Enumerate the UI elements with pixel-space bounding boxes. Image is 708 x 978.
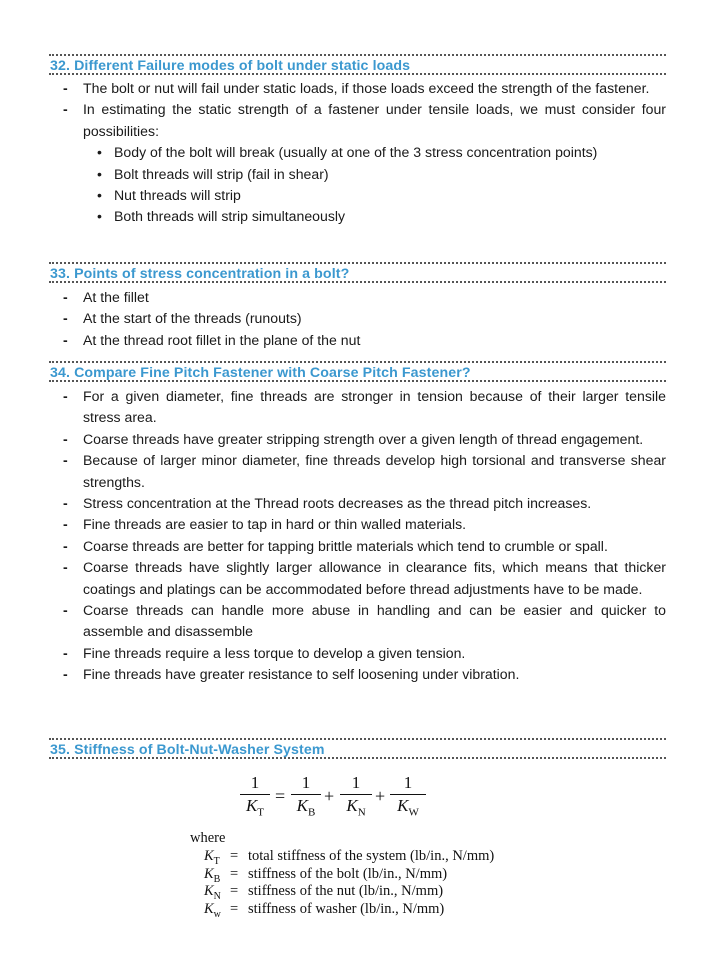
definitions-block: [190, 829, 495, 920]
section-33: [49, 262, 666, 351]
list-item: - Because of larger minor diameter, fine threads develop high torsional and transverse shear strengths.: [49, 450, 666, 493]
bullet-list: [49, 78, 666, 228]
list-item: - Coarse threads have greater stripping strength over a given length of thread engagement.: [49, 429, 666, 450]
list-item: - Fine threads are easier to tap in hard or thin walled materials.: [49, 514, 666, 535]
equals-sign: =: [275, 786, 286, 806]
section-heading: [49, 738, 666, 759]
sub-list: [83, 142, 666, 228]
sub-list-item: • Both threads will strip simultaneously: [83, 206, 666, 227]
list-item: - Coarse threads are better for tapping brittle materials which tend to crumble or spall.: [49, 536, 666, 557]
section-heading: [49, 54, 666, 75]
section-title: 35. Stiffness of Bolt-Nut-Washer System: [50, 742, 325, 758]
section-title: 33. Points of stress concentration in a bolt?: [50, 266, 350, 282]
definition-row: $K_T$ = total stiffness of the system (lb/in., N/mm): [204, 848, 495, 867]
where-label: where: [190, 830, 226, 846]
section-35: [49, 738, 666, 759]
section-34: [49, 361, 666, 686]
section-title: 32. Different Failure modes of bolt under static loads: [50, 58, 411, 74]
definition-row: $K_w$ = stiffness of washer (lb/in., N/mm): [204, 900, 445, 920]
bullet-list: [49, 386, 666, 686]
fraction-washer: 1 $K_W$: [390, 773, 426, 822]
fraction-nut: 1 $K_N$: [340, 773, 372, 822]
fraction-bolt: 1 $K_B$: [291, 773, 321, 822]
list-item: - Coarse threads can handle more abuse in handling and can be easier and quicker to assemble and disassemble: [49, 600, 666, 643]
list-item: - At the start of the threads (runouts): [49, 308, 666, 329]
section-32: [49, 54, 666, 228]
sub-list-item: • Nut threads will strip: [83, 185, 666, 206]
fraction-total: 1 $K_T$: [240, 773, 270, 822]
list-item: - At the fillet: [49, 287, 666, 308]
list-item: - Fine threads have greater resistance to self loosening under vibration.: [49, 664, 666, 685]
definition-row: $K_N$ = stiffness of the nut (lb/in., N/mm): [204, 883, 444, 902]
section-heading: [49, 361, 666, 382]
list-item: - For a given diameter, fine threads are stronger in tension because of their larger tensile stress area.: [49, 386, 666, 429]
list-item: - Fine threads require a less torque to develop a given tension.: [49, 643, 666, 664]
bullet-list: [49, 287, 666, 351]
sub-list-item: • Body of the bolt will break (usually at one of the 3 stress concentration points): [83, 142, 666, 163]
plus-sign: +: [375, 786, 386, 806]
list-item: - Coarse threads have slightly larger allowance in clearance fits, which means that thicker coatings and platings can be accommodated before thread adjustments have to be made.: [49, 557, 666, 600]
section-title: 34. Compare Fine Pitch Fastener with Coarse Pitch Fastener?: [50, 365, 471, 381]
section-heading: [49, 262, 666, 283]
definition-row: $K_B$ = stiffness of the bolt (lb/in., N/mm): [204, 865, 448, 885]
sub-list-item: • Bolt threads will strip (fail in shear): [83, 164, 666, 185]
list-item: - At the thread root fillet in the plane of the nut: [49, 330, 666, 351]
plus-sign: +: [324, 786, 335, 806]
list-item: - In estimating the static strength of a fastener under tensile loads, we must consider four possibilities: • Body of the bolt will break (usually at one of the 3 stress concentration points) • Bolt threads will strip (fail in shear) • Nut threads will strip • Both threads will strip simultaneously: [49, 99, 666, 227]
list-item: - Stress concentration at the Thread roots decreases as the thread pitch increases.: [49, 493, 666, 514]
list-item: - The bolt or nut will fail under static loads, if those loads exceed the strength of the fastener.: [49, 78, 666, 99]
